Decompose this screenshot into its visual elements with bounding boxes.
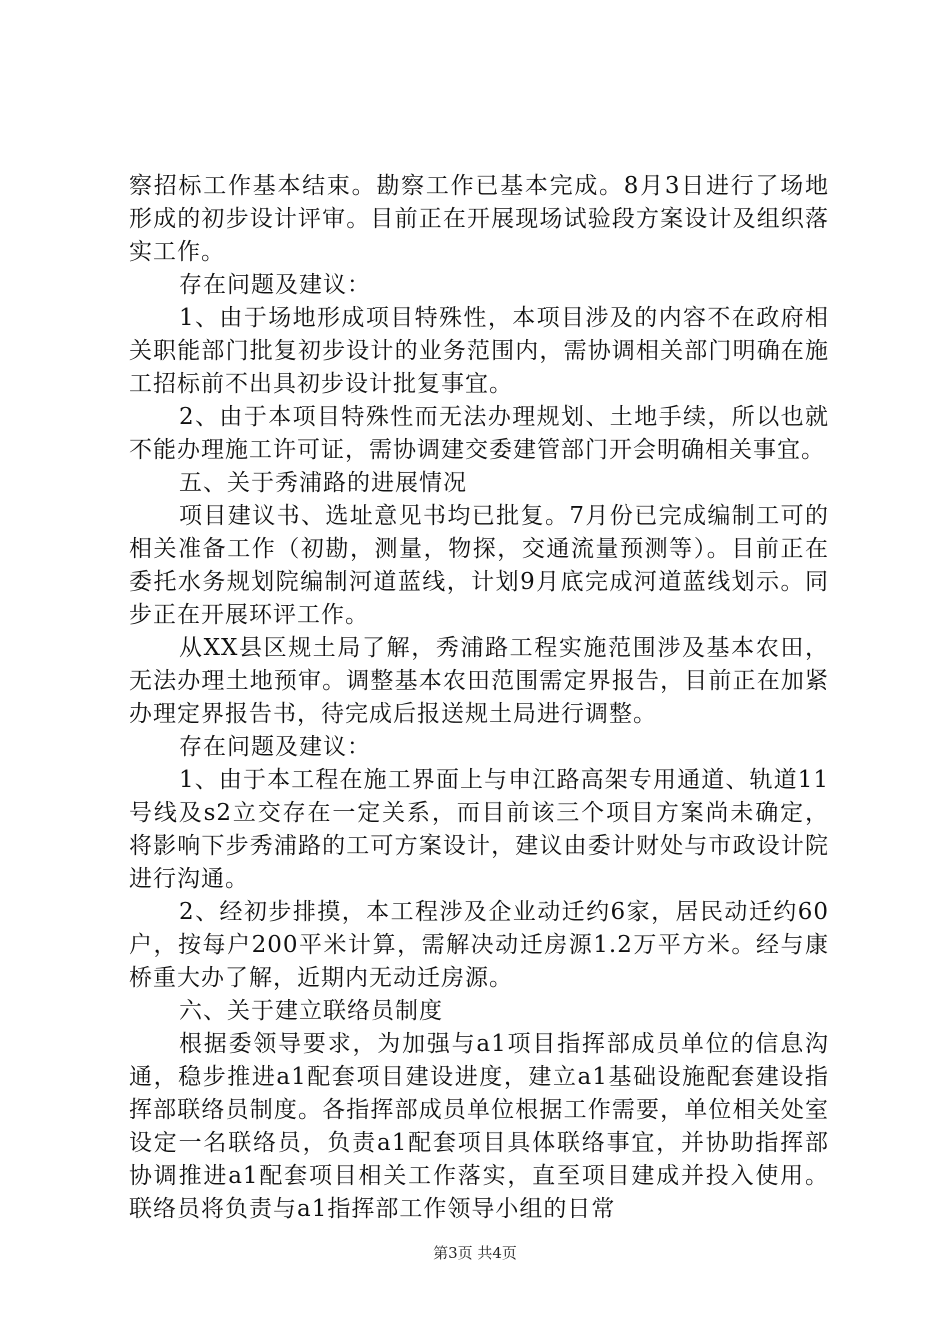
paragraph-6: 项目建议书、选址意见书均已批复。7月份已完成编制工可的相关准备工作（初勘，测量，物探，交通流量预测等）。目前正在委托水务规划院编制河道蓝线，计划9月底完成河道蓝线划示。同步正在开展环评工作。 [129, 503, 829, 628]
paragraph-8-heading-issues: 存在问题及建议： [179, 734, 371, 760]
document-body [129, 170, 829, 1226]
paragraph-10: 2、经初步排摸，本工程涉及企业动迁约6家，居民动迁约60户，按每户200平米计算，需解决动迁房源1.2万平方米。经与康桥重大办了解，近期内无动迁房源。 [129, 899, 829, 991]
paragraph-7: 从XX县区规土局了解，秀浦路工程实施范围涉及基本农田，无法办理土地预审。调整基本农田范围需定界报告，目前正在加紧办理定界报告书，待完成后报送规土局进行调整。 [129, 635, 829, 727]
paragraph-1: 察招标工作基本结束。勘察工作已基本完成。8月3日进行了场地形成的初步设计评审。目前正在开展现场试验段方案设计及组织落实工作。 [129, 173, 829, 265]
page-footer: 第3页 共4页 [433, 1244, 517, 1262]
paragraph-2-heading-issues: 存在问题及建议： [179, 272, 371, 298]
paragraph-3: 1、由于场地形成项目特殊性，本项目涉及的内容不在政府相关职能部门批复初步设计的业务范围内，需协调相关部门明确在施工招标前不出具初步设计批复事宜。 [129, 305, 829, 397]
section-heading-5: 五、关于秀浦路的进展情况 [179, 470, 467, 496]
paragraph-9: 1、由于本工程在施工界面上与申江路高架专用通道、轨道11号线及s2立交存在一定关系，而目前该三个项目方案尚未确定，将影响下步秀浦路的工可方案设计，建议由委计财处与市政设计院进行沟通。 [129, 767, 829, 892]
paragraph-12: 根据委领导要求，为加强与a1项目指挥部成员单位的信息沟通，稳步推进a1配套项目建设进度，建立a1基础设施配套建设指挥部联络员制度。各指挥部成员单位根据工作需要，单位相关处室设定一名联络员，负责a1配套项目具体联络事宜，并协助指挥部协调推进a1配套项目相关工作落实，直至项目建成并投入使用。联络员将负责与a1指挥部工作领导小组的日常 [129, 1031, 829, 1222]
section-heading-6: 六、关于建立联络员制度 [179, 998, 443, 1024]
paragraph-4: 2、由于本项目特殊性而无法办理规划、土地手续，所以也就不能办理施工许可证，需协调建交委建管部门开会明确相关事宜。 [129, 404, 829, 463]
